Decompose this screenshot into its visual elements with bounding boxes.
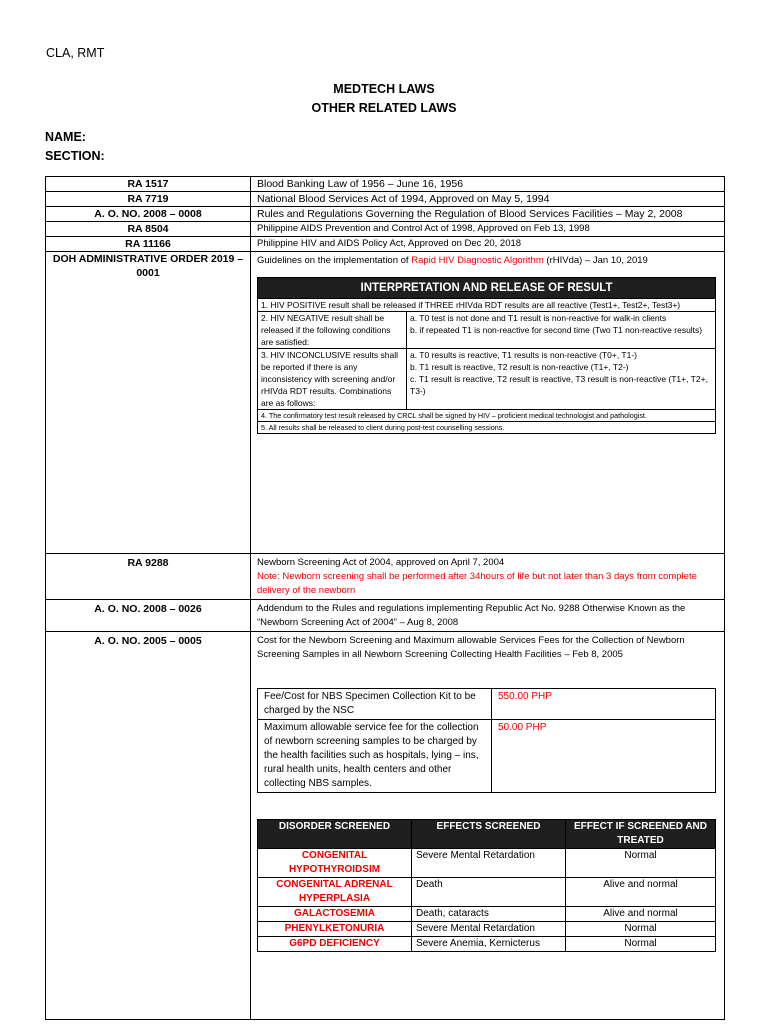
table-row — [46, 192, 725, 207]
law-code: DOH ADMINISTRATIVE ORDER 2019 – 0001 — [46, 252, 251, 554]
law-code: RA 9288 — [46, 554, 251, 600]
interp-rule-3: 3. HIV INCONCLUSIVE results shall be reported if there is any inconsistency with screening and/or rHIVda RDT results. Combinations are as follows: — [258, 349, 407, 410]
interpretation-title: INTERPRETATION AND RELEASE OF RESULT — [258, 278, 716, 299]
disorder-name: PHENYLKETONURIA — [258, 922, 412, 937]
table-row-ao2008 — [46, 600, 725, 632]
condition-a: a. T0 test is not done and T1 result is non-reactive for walk-in clients — [410, 313, 667, 323]
fee-label: Maximum allowable service fee for the collection of newborn screening samples to be charged by the health facilities such as hospitals, lying – ins, rural health units, health centers and other collecting NBS samples. — [258, 720, 492, 793]
interp-rule-4: 4. The confirmatory test result released by CRCL shall be signed by HIV – proficient medical technologist and pathologist. — [258, 410, 716, 422]
table-row-ao2005 — [46, 632, 725, 1020]
disorder-table — [257, 819, 716, 952]
doc-title: MEDTECH LAWS — [333, 82, 435, 96]
table-row — [258, 922, 716, 937]
interp-rule-3-conditions — [407, 349, 716, 410]
section-label: SECTION: — [45, 149, 105, 163]
doc-subtitle: OTHER RELATED LAWS — [311, 101, 457, 115]
table-row — [46, 177, 725, 192]
law-desc: Blood Banking Law of 1956 – June 16, 1956 — [251, 177, 725, 192]
law-code: RA 7719 — [46, 192, 251, 207]
law-code: A. O. NO. 2008 – 0026 — [46, 600, 251, 632]
disorder-name: CONGENITAL ADRENAL HYPERPLASIA — [258, 878, 412, 907]
interp-rule-2-conditions — [407, 312, 716, 349]
disorder-effect: Severe Mental Retardation — [412, 922, 566, 937]
disorder-treated: Alive and normal — [566, 907, 716, 922]
table-row — [258, 849, 716, 878]
disorder-treated: Normal — [566, 922, 716, 937]
fee-value: 550.00 PHP — [492, 689, 716, 720]
law-desc: Philippine AIDS Prevention and Control Act of 1998, Approved on Feb 13, 1998 — [251, 222, 725, 237]
condition-b: b. T1 result is reactive, T2 result is non-reactive (T1+, T2-) — [410, 362, 629, 372]
fee-label: Fee/Cost for NBS Specimen Collection Kit to be charged by the NSC — [258, 689, 492, 720]
table-row — [46, 207, 725, 222]
law-desc-cell — [251, 554, 725, 600]
law-desc: National Blood Services Act of 1994, Approved on May 5, 1994 — [251, 192, 725, 207]
interp-rule-2: 2. HIV NEGATIVE result shall be released if the following conditions are satisfied: — [258, 312, 407, 349]
law-desc: Cost for the Newborn Screening and Maximum allowable Services Fees for the Collection of Newborn Screening Samples in all Newborn Screening Collecting Health Facilities – Feb 8, 2005 — [257, 635, 685, 660]
condition-c: c. T1 result is reactive, T2 result is reactive, T3 result is non-reactive (T1+, T2+, T3-) — [410, 374, 708, 396]
col-header-treated: EFFECT IF SCREENED AND TREATED — [566, 820, 716, 849]
law-code: RA 11166 — [46, 237, 251, 252]
disorder-name: CONGENITAL HYPOTHYROIDSIM — [258, 849, 412, 878]
name-label: NAME: — [45, 130, 86, 144]
disorder-name: GALACTOSEMIA — [258, 907, 412, 922]
disorder-treated: Normal — [566, 937, 716, 952]
table-row — [258, 937, 716, 952]
disorder-effect: Severe Mental Retardation — [412, 849, 566, 878]
law-desc-cell — [251, 252, 725, 554]
table-row-doh — [46, 252, 725, 554]
disorder-treated: Normal — [566, 849, 716, 878]
law-desc: Philippine HIV and AIDS Policy Act, Approved on Dec 20, 2018 — [251, 237, 725, 252]
col-header-disorder: DISORDER SCREENED — [258, 820, 412, 849]
desc-text-end: (rHIVda) – Jan 10, 2019 — [543, 255, 648, 266]
law-code: A. O. NO. 2008 – 0008 — [46, 207, 251, 222]
law-code: A. O. NO. 2005 – 0005 — [46, 632, 251, 1020]
col-header-effects: EFFECTS SCREENED — [412, 820, 566, 849]
disorder-treated: Alive and normal — [566, 878, 716, 907]
table-row-ra9288 — [46, 554, 725, 600]
table-row — [258, 878, 716, 907]
author-line: CLA, RMT — [46, 46, 105, 60]
disorder-effect: Death — [412, 878, 566, 907]
law-desc-cell — [251, 632, 725, 1020]
table-row — [258, 907, 716, 922]
law-desc: Rules and Regulations Governing the Regulation of Blood Services Facilities – May 2, 2008 — [251, 207, 725, 222]
table-row — [46, 237, 725, 252]
interpretation-table — [257, 277, 716, 434]
laws-table — [45, 176, 725, 1020]
table-row — [46, 222, 725, 237]
fee-value: 50.00 PHP — [492, 720, 716, 793]
interp-rule-5: 5. All results shall be released to client during post-test counselling sessions. — [258, 422, 716, 434]
disorder-effect: Severe Anemia, Kernicterus — [412, 937, 566, 952]
disorder-name: G6PD DEFICIENCY — [258, 937, 412, 952]
fee-table — [257, 688, 716, 793]
disorder-effect: Death, cataracts — [412, 907, 566, 922]
condition-b: b. if repeated T1 is non-reactive for second time (Two T1 non-reactive results) — [410, 325, 703, 335]
condition-a: a. T0 results is reactive, T1 results is non-reactive (T0+, T1-) — [410, 350, 637, 360]
law-desc: Newborn Screening Act of 2004, approved on April 7, 2004 — [257, 557, 505, 568]
desc-highlight: Rapid HIV Diagnostic Algorithm — [411, 255, 544, 266]
law-code: RA 1517 — [46, 177, 251, 192]
desc-text: Guidelines on the implementation of — [257, 255, 412, 266]
law-desc: Addendum to the Rules and regulations implementing Republic Act No. 9288 Otherwise Known as the “Newborn Screening Act of 2004” – Aug 8, 2008 — [251, 600, 725, 632]
law-note: Note: Newborn screening shall be performed after 34hours of life but not later than 3 days from complete delivery of the newborn — [257, 571, 697, 596]
interp-rule-1: 1. HIV POSITIVE result shall be released if THREE rHIVda RDT results are all reactive (Test1+, Test2+, Test3+) — [258, 299, 716, 312]
law-code: RA 8504 — [46, 222, 251, 237]
